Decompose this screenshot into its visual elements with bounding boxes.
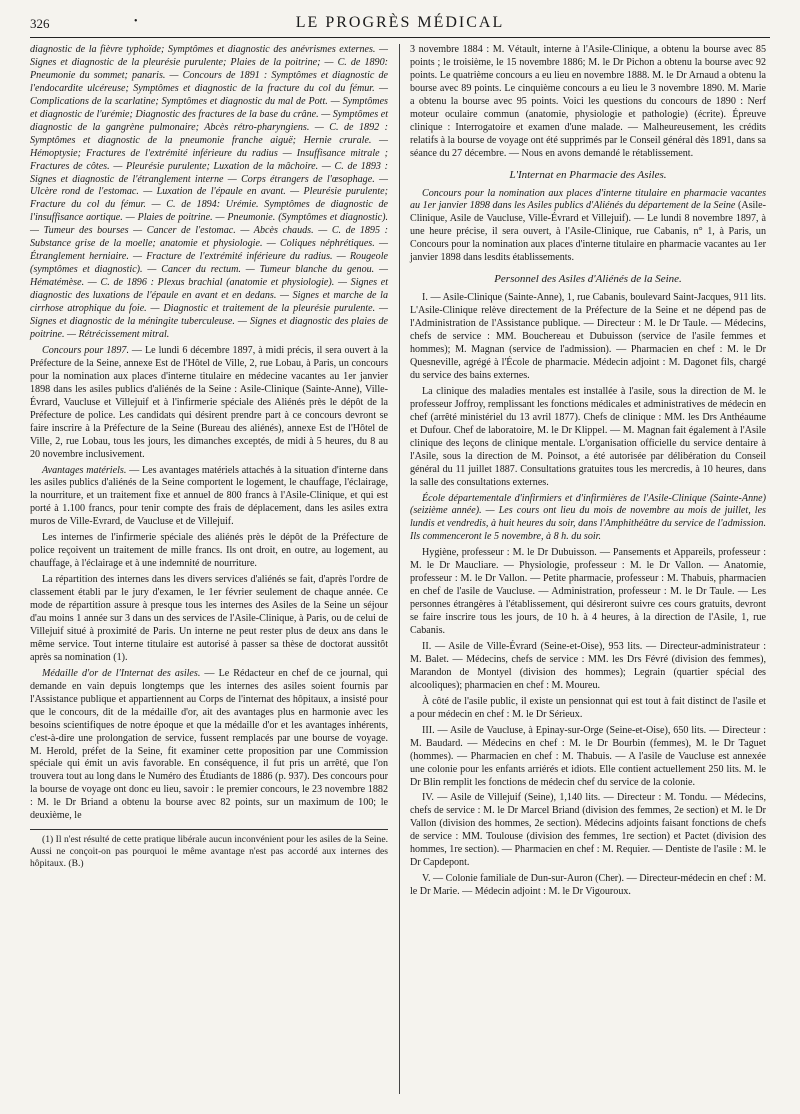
bourse-continuation-paragraph: 3 novembre 1884 : M. Vétault, interne à l'Asile-Clinique, a obtenu la bourse avec 85 points ; le troisième, le 15 novembre 1886; M. le Dr Pichon a obtenu la bourse avec 92 points. Le quatrième concours a eu lieu en novembre 1888. M. le Dr Arnaud a obtenu la bourse avec 89 points. Le cinquième concours a eu lieu le 3 novembre 1890. M. Marie a obtenu la bourse avec 95 points. Voici les questions du concours de 1890 : Nerf moteur oculaire commun (anatomie, physiologie et pathologie) (écrite). Épreuve clinique : Interrogatoire et examen d'une malade. — Malheureusement, les crédits relatifs à la bourse de voyage ont été supprimés par le Conseil général dès 1891, dans sa séance du 27 décembre. — Nous en avons demandé le rétablissement. [410,44,766,159]
ecole-paragraph: École départementale d'infirmiers et d'infirmières de l'Asile-Clinique (Sainte-Anne) (seizième année). — Les cours ont lieu du mois de novembre au mois de juillet, les lundis et vendredis, à huit heures du soir, dans l'Amphithéâtre du service de l'admission. Ils commenceront le 5 novembre, à 8 h. du soir. [410,492,766,543]
asile-clinique-paragraph: I. — Asile-Clinique (Sainte-Anne), 1, rue Cabanis, boulevard Saint-Jacques, 911 lits. L'Asile-Clinique relève directement de la Préfecture de la Seine et ne dépend pas de l'Administration de l'Assistance publique. — Directeur : M. le Dr Taule. — Médecins, chefs de service : MM. Bouchereau et Dubuisson (service de l'asile femmes et hommes); M. Magnan (service de l'admission). — Pharmacien en chef : M. le Dr Quesneville, agrégé à l'École de pharmacie. Médecin adjoint : M. Dagonet fils, chargé du service des bains externes. [410,292,766,381]
professeurs-paragraph: Hygiène, professeur : M. le Dr Dubuisson. — Pansements et Appareils, professeur : M. le Dr Maucliare. — Physiologie, professeur : M. le Dr Vallon. — Anatomie, professeur : M. le Dr Vallon. — Petite pharmacie, professeur : M. Thabuis, pharmacien en chef de l'asile de Vaucluse. — Administration, professeur : M. le Dr Taule. — Les personnes étrangères à l'établissement, qui désireront suivre ces cours gratuits, devront se faire inscrire tous les jours, de 10 h. à 4 heures, à la direction de l'Asile, 1, rue Cabanis. [410,547,766,637]
ville-evrard-paragraph: II. — Asile de Ville-Évrard (Seine-et-Oise), 953 lits. — Directeur-administrateur : M. Balet. — Médecins, chefs de service : MM. les Drs Févré (division des femmes), Marandon de Montyel (division des hommes); Legrain (quartier spécial des alcooliques); pharmacien en chef : M. Moureu. [410,640,766,691]
vaucluse-paragraph: III. — Asile de Vaucluse, à Epinay-sur-Orge (Seine-et-Oise), 650 lits. — Directeur : M. Baudard. — Médecins en chef : M. le Dr Bourbin (femmes), M. le Dr Taguet (hommes). — Pharmacien en chef : M. Thabuis. — A l'asile de Vaucluse est annexée une colonie pour les enfants arriérés et idiots. Elle contient actuellement 250 lits. M. le Dr Blin remplit les fonctions de médecin chef du service de la colonie. [410,724,766,788]
header-rule [30,37,770,38]
repartition-paragraph: La répartition des internes dans les divers services d'aliénés se fait, d'après l'ordre de classement établi par le jury d'examen, le 1er février seulement de chaque année. Ce mode de répartition assure à presque tous les internes des Asiles de la Seine un séjour d'au moins 1 année sur 3 dans un des services de l'Asile-Clinique, à Paris, ou de celui de Villejuif situé à proximité de Paris. Un interne ne peut rester plus de deux ans dans le même service. Tout interne titulaire est autorisé à passer sa thèse de doctorat aussitôt après sa nomination (1). [30,574,388,663]
clinique-maladies-paragraph: La clinique des maladies mentales est installée à l'asile, sous la direction de M. le professeur Joffroy, remplissant les fonctions médicales et administratives de médecin en chef (arrêté ministériel du 13 avril 1877). Chefs de clinique : MM. les Drs Anthéaume et Dufour. Chef de laboratoire, M. le Dr Klippel. — M. Magnan fait également à l'Asile clinique des leçons de clinique mentale. L'organisation officielle du service dentaire à l'Asile, sous la direction de M. Poinsot, a été autorisée par délibération du Conseil général du 11 juillet 1887. Consultations gratuites tous les mercredis, à 10 heures, dans la salle des consultations externes. [410,385,766,488]
pharmacie-lead: Concours pour la nomination aux places d'interne titulaire en pharmacie vacantes au 1er janvier 1898 dans les Asiles publics d'Aliénés du département de la Seine [410,187,766,212]
dun-sur-auron-paragraph: V. — Colonie familiale de Dun-sur-Auron (Cher). — Directeur-médecin en chef : M. le Dr Marie. — Médecin adjoint : M. le Dr Vigouroux. [410,873,766,898]
infirmerie-paragraph: Les internes de l'infirmerie spéciale des aliénés près le dépôt de la Préfecture de police reçoivent un traitement de mille francs. Ils ont droit, en outre, au logement, au chauffage, à l'éclairage et à une indemnité de nourriture. [30,532,388,570]
medaille-paragraph [30,668,388,823]
pensionnat-paragraph: À côté de l'asile public, il existe un pensionnat qui est tout à fait distinct de l'asile et a pour médecin en chef : M. le Dr Sérieux. [410,695,766,720]
section-heading-personnel: Personnel des Asiles d'Aliénés de la Seine. [494,273,682,286]
footnote-rule [30,829,388,830]
right-column [410,44,766,902]
pharmacie-text: (Asile-Clinique, Asile de Vaucluse, Ville-Évrard et Villejuif). — Le lundi 8 novembre 1897, à une heure précise, il sera ouvert, à l'Asile-Clinique, rue Cabanis, n° 1, à Paris, un Concours pour la nomination aux places d'interne titulaire en pharmacie vacantes au 1er janvier 1898 dans lesdits établissements. [410,200,766,264]
header-bullet: • [134,16,138,27]
page-number: 326 [30,16,50,31]
medaille-lead: Médaille d'or de l'Internat des asiles. [42,667,201,679]
section-heading-pharmacie: L'Internat en Pharmacie des Asiles. [509,168,667,181]
left-column [30,44,388,873]
pharmacie-paragraph [410,188,766,266]
concours-1897-paragraph [30,345,388,462]
concours-1897-text: — Le lundi 6 décembre 1897, à midi précis, il sera ouvert à la Préfecture de la Seine, annexe Est de l'Hôtel de Ville, 2, rue Lobau, à Paris, un concours pour la nomination aux places d'interne titulaire en médecine vacantes au 1er janvier 1898 dans les asiles publics d'aliénés de la Seine : Asile-Clinique (Sainte-Anne), Ville-Évrard, Vaucluse et Villejuif et à l'infirmerie spéciale des Aliénés près le dépôt de la Préfecture de police. Les candidats qui désirent prendre part à ce concours devront se faire inscrire à la Préfecture de la Seine (Bureau des aliénés), annexe Est de l'Hôtel de Ville, 2, rue Lobau, tous les jours, les dimanches exceptés, de midi à 5 heures, du 8 au 20 novembre inclusivement. [30,344,388,460]
column-divider [399,44,400,1094]
page-header [30,14,770,36]
avantages-lead: Avantages matériels. [42,464,127,476]
concours-1897-lead: Concours pour 1897. [42,344,129,356]
avantages-paragraph [30,465,388,530]
avantages-text: — Les avantages matériels attachés à la situation d'interne dans les asiles publics d'aliénés de la Seine comportent le logement, le chauffage, l'éclairage, la nourriture, et un traitement fixe et annuel de 800 francs à l'Asile-Clinique, et qui est porté à 1.100 francs, pour tenir compte des frais de déplacement, dans les asiles extra muros de Ville-Evrard, de Vaucluse et de Villejuif. [30,464,388,528]
journal-title: LE PROGRÈS MÉDICAL [295,14,505,31]
exam-questions-paragraph: diagnostic de la fièvre typhoïde; Symptômes et diagnostic des anévrismes externes. — Signes et diagnostic de la pleurésie purulente; Plaies de la poitrine; — C. de 1890: Pneumonie du sommet; panaris. — Concours de 1891 : Symptômes et diagnostic de l'endocardite ulcéreuse; Symptômes et diagnostic de la fracture du col du fémur. — Complications de la scarlatine; Symptômes et diagnostic du mal de Pott. — Symptômes et diagnostic de l'urémie; Diagnostic des fractures de la base du crâne. — Symptômes et diagnostic de la gangrène pulmonaire; Abcès rétro-pharyngiens. — C. de 1892 : Symptômes et diagnostic de la pneumonie franche aiguë; Hernie crurale. — Hémoptysie; Fractures de l'extrémité inférieure du radius — Insuffisance mitrale ; Fractures de côtes. — Pleurésie purulente; Luxation de la mâchoire. — C. de 1893 : Signes et diagnostic de l'étranglement interne — Corps étrangers de l'œsophage. — Ulcère rond de l'estomac. — Luxation de l'épaule en avant. — Pleurésie purulente; Fracture du col du fémur. — C. de 1894: Urémie. Symptômes de diagnostic de l'insuffisance aortique. — Plaies de poitrine. — Pneumonie. (Symptômes et diagnostic). — Tumeur des bourses — Cancer de l'estomac. — Abcès chauds. — C. de 1895 : Substance grise de la moelle; anatomie et physiologie. — Coliques néphrétiques. — Étranglement herniaire. — Fracture de l'extrémité inférieure du radius. — Rougeole (symptômes et diagnostic). — Cancer du rectum. — Tumeur blanche du genou. — Hématémèse. — C. de 1896 : Plexus brachial (anatomie et physiologie). — Signes et diagnostic des luxations de l'épaule en avant et en dedans. — Signes et marche de la cirrhose atrophique du foie. — Diagnostic et traitement de la pleurésie purulente. — Signes et diagnostic de la méningite tuberculeuse. — Signes et diagnostic des plaies de poitrine. — Rétrécissement mitral. [30,44,388,340]
villejuif-paragraph: IV. — Asile de Villejuif (Seine), 1,140 lits. — Directeur : M. Tondu. — Médecins, chefs de service : M. le Dr Marcel Briand (division des femmes, 2e section) et M. le Dr Vallon (division des hommes, 2e section). Médecins adjoints faisant fonctions de chefs de service : MM. Toulouse (division des femmes, 1re section) et Pactet (division des hommes, 1re section). — Pharmacien en chef : M. Requier. — Dentiste de l'asile : M. le Dr Capdepont. [410,792,766,869]
footnote: (1) Il n'est résulté de cette pratique libérale aucun inconvénient pour les asiles de la Seine. Aussi ne conçoit-on pas pourquoi le même avantage n'est pas accordé aux internes des hôpitaux. (B.) [30,834,388,870]
medaille-text: — Le Rédacteur en chef de ce journal, qui demande en vain depuis longtemps que les internes des asiles soient fournis par l'Assistance publique et appartiennent au Corps de l'internat des hôpitaux, a insisté pour que le concours, dit de la médaille d'or, ait des avantages plus en harmonie avec les besoins scientifiques de notre époque et que la médaille d'or et les avantages inhérents, c'est-à-dire une prolongation de service, fussent remplacés par une bourse de voyage. M. Herold, préfet de la Seine, fit examiner cette proposition par une Commission spéciale qui émit un avis favorable. En conséquence, il fut pris un arrêté, que l'on trouvera tout au long dans le Numéro des Étudiants de 1886 (p. 937). Des concours pour la bourse de voyage ont donc eu lieu, savoir : le premier concours, le 23 novembre 1882 : M. le Dr Briand a obtenu la bourse avec 82 points, sur un maximum de 100; le deuxième, le [30,667,388,822]
